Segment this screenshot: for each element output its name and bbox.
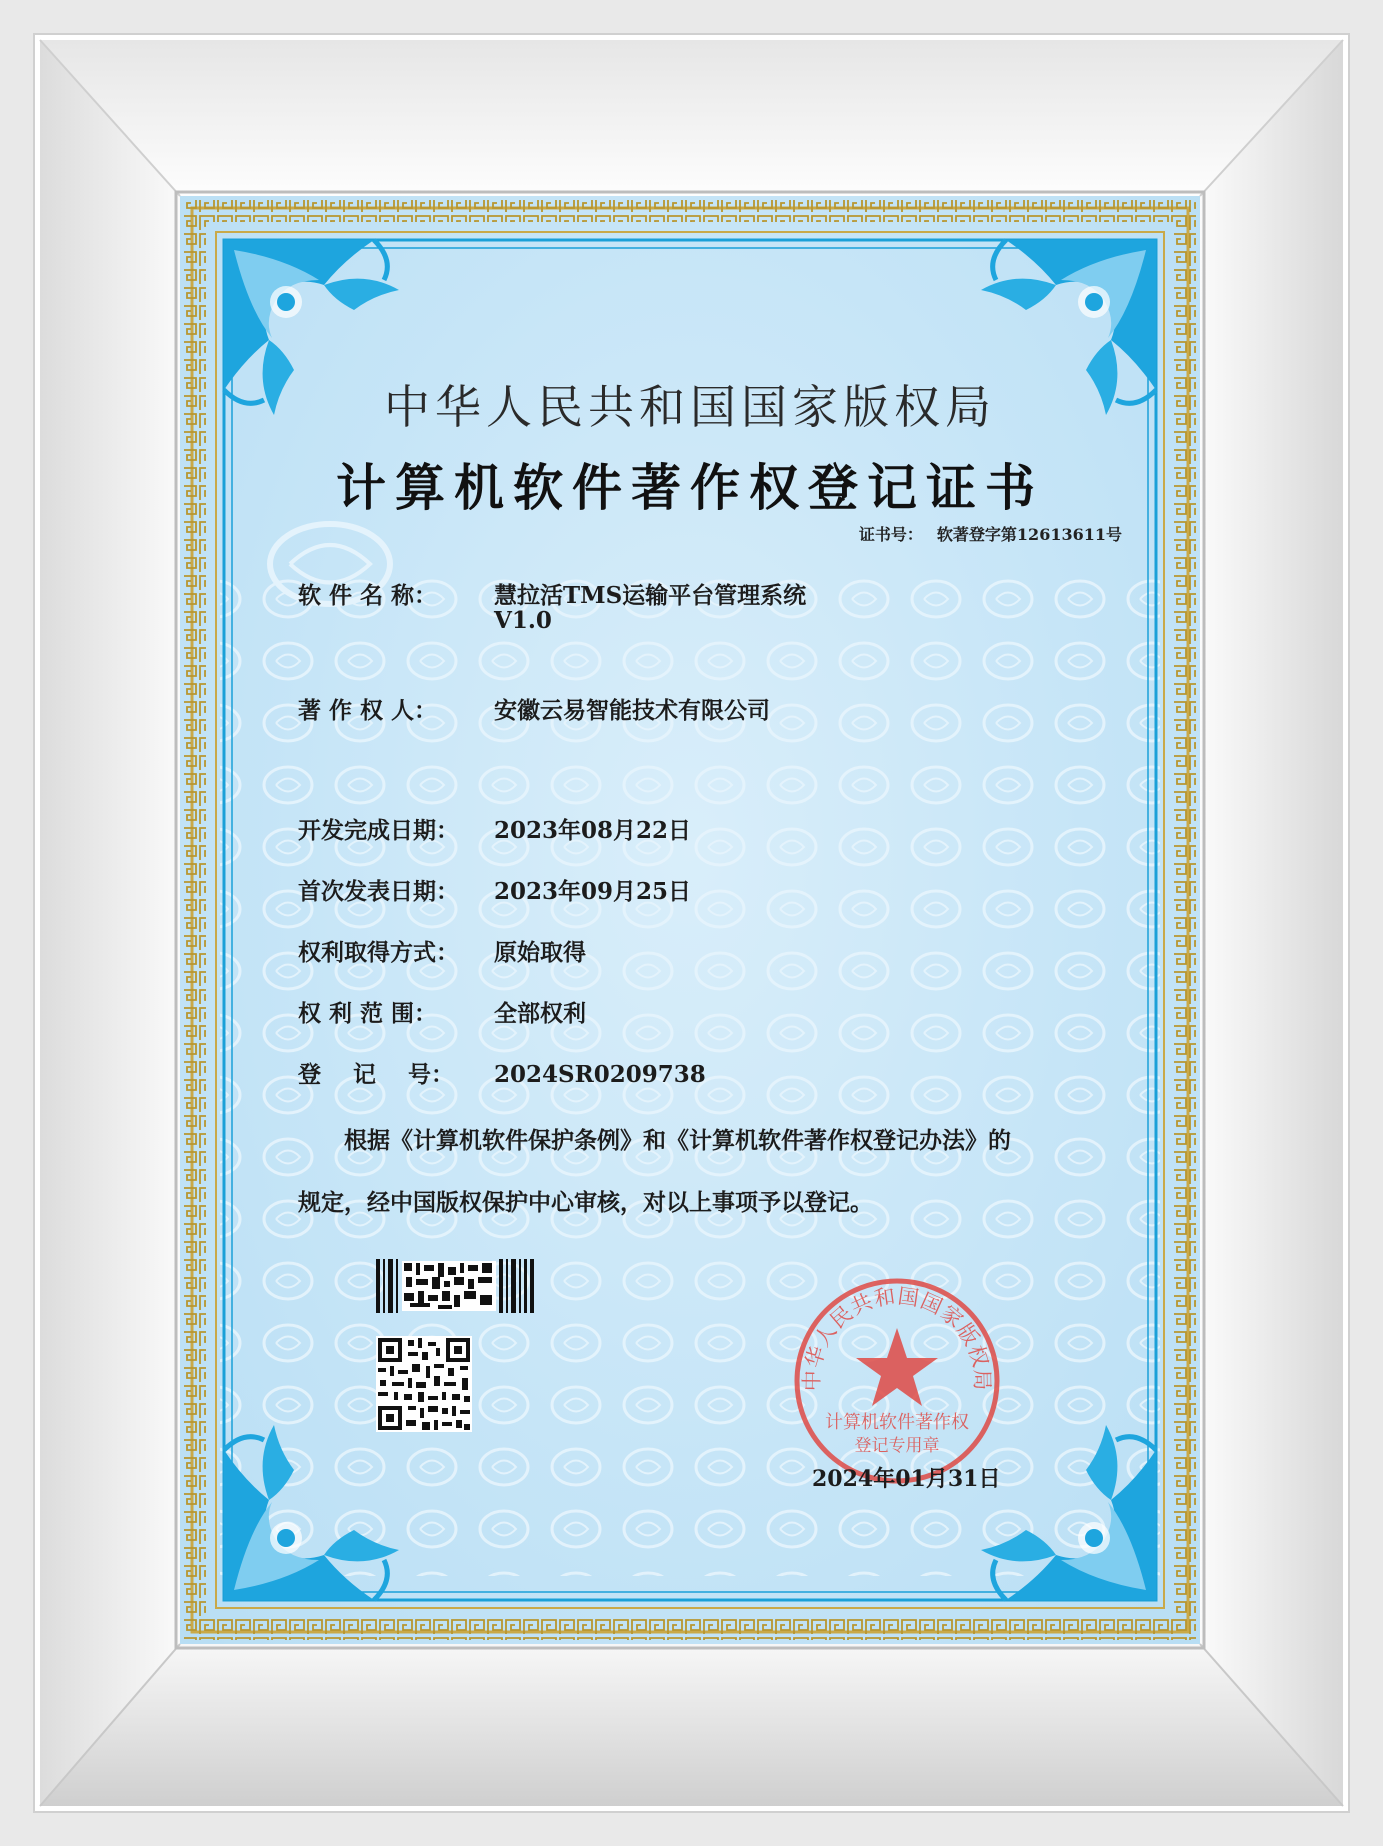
statement-line-2: 规定，经中国版权保护中心审核，对以上事项予以登记。 (298, 1189, 873, 1216)
field-value: 2023年08月22日 (494, 817, 692, 844)
field-software-version: V1.0 (494, 607, 552, 634)
field-software-name (298, 577, 806, 610)
seal-outer-text: 中华人民共和国国家版权局 (799, 1283, 995, 1392)
seal-inner-line-2: 登记专用章 (854, 1436, 940, 1456)
statement-line-1: 根据《计算机软件保护条例》和《计算机软件著作权登记办法》的 (344, 1127, 1011, 1154)
star-icon (856, 1328, 938, 1406)
qr-code-icon (376, 1336, 472, 1432)
field-value: 原始取得 (494, 939, 586, 966)
field-value: 2023年09月25日 (494, 878, 692, 905)
field-value: 安徽云易智能技术有限公司 (494, 697, 770, 724)
field-rights-acquisition (298, 934, 586, 967)
field-first-publish-date (298, 873, 691, 906)
field-registration-number (298, 1056, 706, 1089)
field-dev-completion-date (298, 812, 691, 845)
field-rights-scope (298, 995, 586, 1028)
official-seal (792, 1276, 1002, 1486)
field-label: 登 记 号： (298, 1061, 455, 1088)
issuer-title: 中华人民共和国国家版权局 (384, 380, 996, 434)
field-label: 权利取得方式： (298, 939, 459, 966)
certificate-number-label: 证书号： (858, 525, 923, 544)
certificate-title: 计算机软件著作权登记证书 (336, 458, 1044, 517)
field-value: 慧拉活TMS运输平台管理系统 (494, 582, 807, 609)
field-copyright-owner (298, 692, 770, 725)
field-label: 权 利 范 围： (298, 1000, 438, 1027)
certificate-paper (180, 196, 1200, 1644)
issue-date: 2024年01月31日 (812, 1466, 1001, 1492)
seal-inner-line-1: 计算机软件著作权 (825, 1412, 969, 1433)
field-label: 著 作 权 人： (298, 697, 438, 724)
barcode-icon (376, 1259, 534, 1313)
field-value: 2024SR0209738 (494, 1061, 706, 1088)
field-value: 全部权利 (494, 1000, 586, 1027)
field-label: 开发完成日期： (298, 817, 459, 844)
certificate-number (859, 522, 1122, 545)
field-label: 软 件 名 称： (298, 582, 438, 609)
field-label: 首次发表日期： (298, 878, 459, 905)
certificate-number-value: 软著登字第12613611号 (936, 525, 1122, 544)
